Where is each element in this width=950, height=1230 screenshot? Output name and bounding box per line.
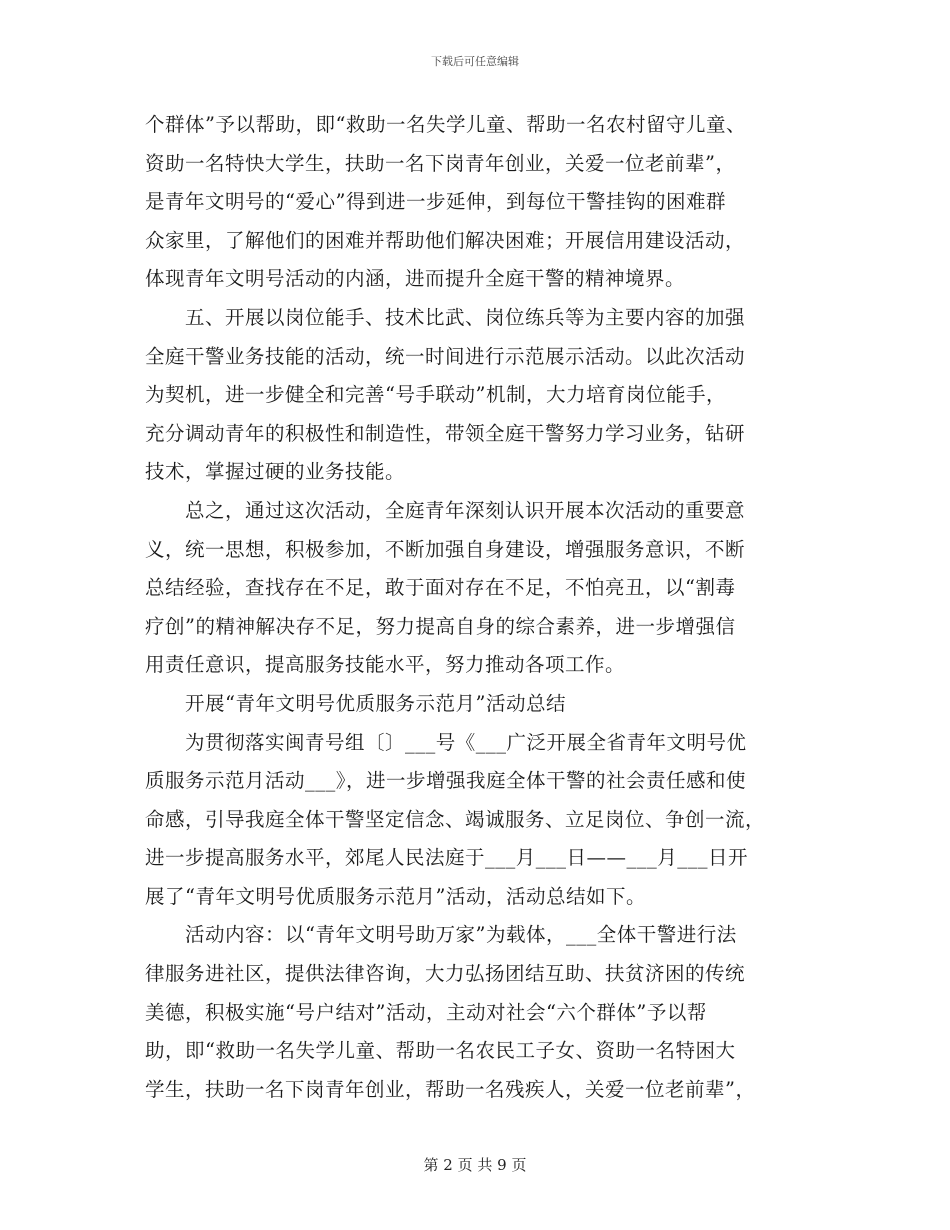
text-line: 美德，积极实施“号户结对”活动，主动对社会“六个群体”予以帮 [145, 1000, 707, 1024]
text-line: 五、开展以岗位能手、技术比武、岗位练兵等为主要内容的加强 [145, 305, 746, 329]
text-line: 总结经验，查找存在不足，敢于面对存在不足，不怕亮丑，以“割毒 [145, 576, 736, 600]
section-title: 开展“青年文明号优质服务示范月”活动总结 [145, 691, 566, 715]
text-line: 疗创”的精神解决存不足，努力提高自身的综合素养，进一步增强信 [145, 614, 736, 638]
text-line: 体现青年文明号活动的内涵，进而提升全庭干警的精神境界。 [145, 267, 686, 291]
text-line: 个群体”予以帮助，即“救助一名失学儿童、帮助一名农村留守儿童、 [145, 113, 746, 136]
text-line: 为契机，进一步健全和完善“号手联动”机制，大力培育岗位能手， [145, 383, 726, 407]
text-line: 命感，引导我庭全体干警坚定信念、竭诚服务、立足岗位、争创一流， [145, 807, 766, 831]
text-line: 充分调动青年的积极性和制造性，带领全庭干警努力学习业务，钻研 [145, 421, 746, 445]
text-line: 进一步提高服务水平，郊尾人民法庭于___月___日——___月___日开 [145, 846, 749, 870]
text-line: 学生，扶助一名下岗青年创业，帮助一名残疾人，关爱一位老前辈”， [145, 1077, 756, 1101]
text-line: 活动内容：以“青年文明号助万家”为载体，___全体干警进行法 [145, 923, 737, 947]
text-line: 助，即“救助一名失学儿童、帮助一名农民工子女、资助一名特困大 [145, 1039, 736, 1063]
text-line: 用责任意识，提高服务技能水平，努力推动各项工作。 [145, 653, 626, 677]
text-line: 是青年文明号的“爱心”得到进一步延伸，到每位干警挂钩的困难群 [145, 190, 726, 214]
header-note: 下载后可任意编辑 [431, 55, 519, 68]
text-line: 全庭干警业务技能的活动，统一时间进行示范展示活动。以此次活动 [145, 344, 746, 368]
text-line: 展了“青年文明号优质服务示范月”活动，活动总结如下。 [145, 884, 646, 908]
text-line: 众家里，了解他们的困难并帮助他们解决困难；开展信用建设活动， [145, 228, 746, 252]
text-line: 总之，通过这次活动，全庭青年深刻认识开展本次活动的重要意 [145, 498, 746, 522]
text-line: 资助一名特快大学生，扶助一名下岗青年创业，关爱一位老前辈”， [145, 151, 736, 175]
text-line: 义，统一思想，积极参加，不断加强自身建设，增强服务意识，不断 [145, 537, 746, 561]
text-line: 律服务进社区，提供法律咨询，大力弘扬团结互助、扶贫济困的传统 [145, 962, 746, 986]
page-number: 第 2 页 共 9 页 [423, 1156, 527, 1174]
text-line: 质服务示范月活动___》，进一步增强我庭全体干警的社会责任感和使 [145, 769, 747, 793]
text-line: 技术，掌握过硬的业务技能。 [145, 460, 406, 484]
text-line: 为贯彻落实闽青号组〔〕___号《___广泛开展全省青年文明号优 [145, 730, 747, 754]
document-body [145, 106, 815, 1109]
